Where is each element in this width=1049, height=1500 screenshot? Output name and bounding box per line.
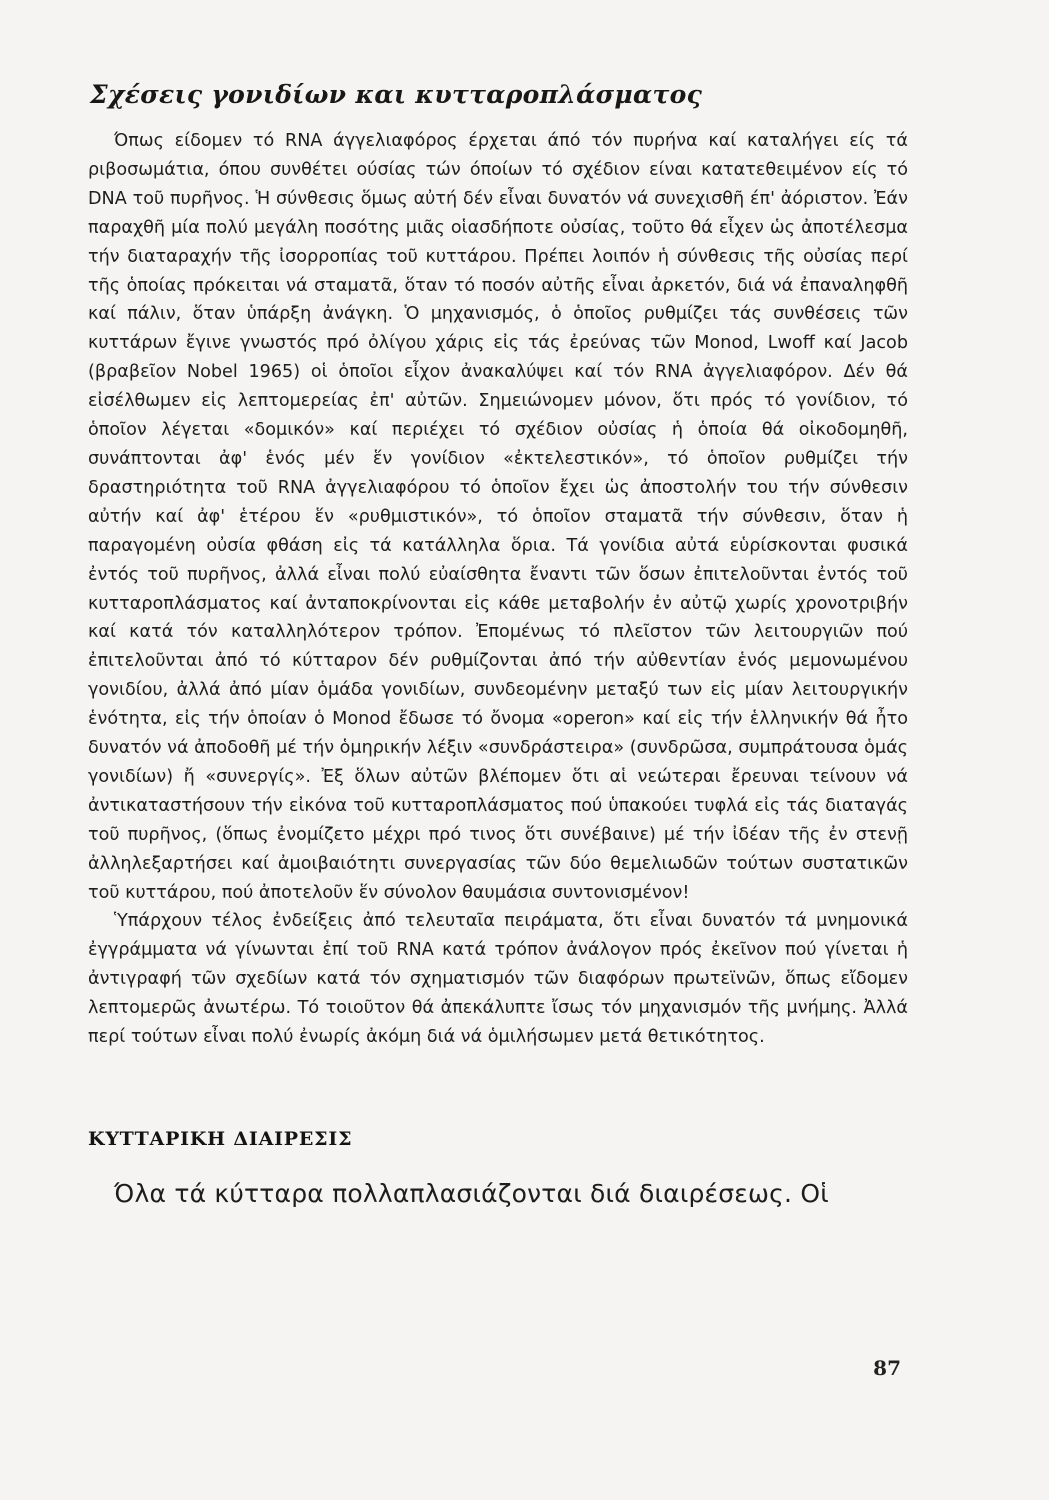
chapter-heading: ΚΥΤΤΑΡΙΚΗ ΔΙΑΙΡΕΣΙΣ: [88, 1128, 353, 1150]
page-number: 87: [873, 1356, 901, 1380]
body-paragraph-1: Όπως είδομεν τό RNA άγγελιαφόρος έρχεται άπό τόν πυρήνα καί καταλήγει είς τά ριβοσωμάτια, όπου συνθέτει ούσίας τών όποίων τό σχέδιον είναι κατατεθειμένον είς τό DNA τοῦ πυρῆνος. Ἡ σύνθεσις ὅμως αὐτή δέν εἶναι δυνατόν νά συνεχισθῆ έπ' ἀόριστον. Ἐάν παραχθῆ μία πολύ μεγάλη ποσότης μιᾶς οἱασδήποτε οὐσίας, τοῦτο θά εἶχεν ὡς ἀποτέλεσμα τήν διαταραχήν τῆς ἰσορροπίας τοῦ κυττάρου. Πρέπει λοιπόν ἡ σύνθεσις τῆς οὐσίας περί τῆς ὁποίας πρόκειται νά σταματᾶ, ὅταν τό ποσόν αὐτῆς εἶναι ἀρκετόν, διά νά ἐπαναληφθῆ καί πάλιν, ὅταν ὑπάρξη ἀνάγκη. Ὁ μηχανισμός, ὁ ὁποῖος ρυθμίζει τάς συνθέσεις τῶν κυττάρων ἔγινε γνωστός πρό ὀλίγου χάρις εἰς τάς ἐρεύνας τῶν Monod, Lwoff καί Jacob (βραβεῖον Nobel 1965) οἱ ὁποῖοι εἶχον ἀνακαλύψει καί τόν RNA ἀγγελιαφόρον. Δέν θά εἰσέλθωμεν εἰς λεπτομερείας ἐπ' αὐτῶν. Σημειώνομεν μόνον, ὅτι πρός τό γονίδιον, τό ὁποῖον λέγεται «δομικόν» καί περιέχει τό σχέδιον οὐσίας ἡ ὁποία θά οἰκοδομηθῆ, συνάπτονται ἀφ' ἑνός μέν ἕν γονίδιον «ἐκτελεστικόν», τό ὁποῖον ρυθμίζει τήν δραστηριότητα τοῦ RNA ἀγγελιαφόρου τό ὁποῖον ἔχει ὡς ἀποστολήν του τήν σύνθεσιν αὐτήν καί ἀφ' ἑτέρου ἕν «ρυθμιστικόν», τό ὁποῖον σταματᾶ τήν σύνθεσιν, ὅταν ἡ παραγομένη οὐσία φθάση εἰς τά κατάλληλα ὅρια. Τά γονίδια αὐτά εὑρίσκονται φυσικά ἐντός τοῦ πυρῆνος, ἀλλά εἶναι πολύ εὐαίσθητα ἔναντι τῶν ὅσων ἐπιτελοῦνται ἐντός τοῦ κυτταροπλάσματος καί ἀνταποκρίνονται εἰς κάθε μεταβολήν ἐν αὐτῷ χωρίς χρονοτριβήν καί κατά τόν καταλληλότερον τρόπον. Ἐπομένως τό πλεῖστον τῶν λειτουργιῶν πού ἐπιτελοῦνται ἀπό τό κύτταρον δέν ρυθμίζονται ἀπό τήν αὐθεντίαν ἑνός μεμονωμένου γονιδίου, ἀλλά ἀπό μίαν ὁμάδα γονιδίων, συνδεομένην μεταξύ των εἰς μίαν λειτουργικήν ἑνότητα, εἰς τήν ὁποίαν ὁ Monod ἔδωσε τό ὄνομα «operon» καί εἰς τήν ἑλληνικήν θά ἦτο δυνατόν νά ἀποδοθῆ μέ τήν ὁμηρικήν λέξιν «συνδράστειρα» (συνδρῶσα, συμπράτουσα ὁμάς γονιδίων) ἤ «συνεργίς». Ἐξ ὅλων αὐτῶν βλέπομεν ὅτι αἱ νεώτεραι ἔρευναι τείνουν νά ἀντικαταστήσουν τήν εἰκόνα τοῦ κυτταροπλάσματος πού ὑπακούει τυφλά εἰς τάς διαταγάς τοῦ πυρῆνος, (ὅπως ἐνομίζετο μέχρι πρό τινος ὅτι συνέβαινε) μέ τήν ἰδέαν τῆς ἐν στενῇ ἀλληλεξαρτήσει καί ἀμοιβαιότητι συνεργασίας τῶν δύο θεμελιωδῶν τούτων συστατικῶν τοῦ κυττάρου, πού ἀποτελοῦν ἕν σύνολον θαυμάσια συντονισμένον!: [88, 131, 908, 903]
body-paragraph-2: Ὑπάρχουν τέλος ἐνδείξεις ἀπό τελευταῖα πειράματα, ὅτι εἶναι δυνατόν τά μνημονικά ἐγγράμματα νά γίνωνται ἐπί τοῦ RNA κατά τρόπον ἀνάλογον πρός ἐκεῖνον πού γίνεται ἡ ἀντιγραφή τῶν σχεδίων κατά τόν σχηματισμόν τῶν διαφόρων πρωτεϊνῶν, ὅπως εἴδομεν λεπτομερῶς ἀνωτέρω. Τό τοιοῦτον θά ἀπεκάλυπτε ἴσως τόν μηχανισμόν τῆς μνήμης. Ἀλλά περί τούτων εἶναι πολύ ἐνωρίς ἀκόμη διά νά ὁμιλήσωμεν μετά θετικότητος.: [88, 911, 908, 1048]
section-title: Σχέσεις γονιδίων και κυτταροπλάσματος: [90, 80, 703, 109]
page-content: [88, 80, 908, 1212]
lead-paragraph: Όλα τά κύτταρα πολλαπλασιάζονται διά διαιρέσεως. Οἱ: [114, 1179, 829, 1208]
